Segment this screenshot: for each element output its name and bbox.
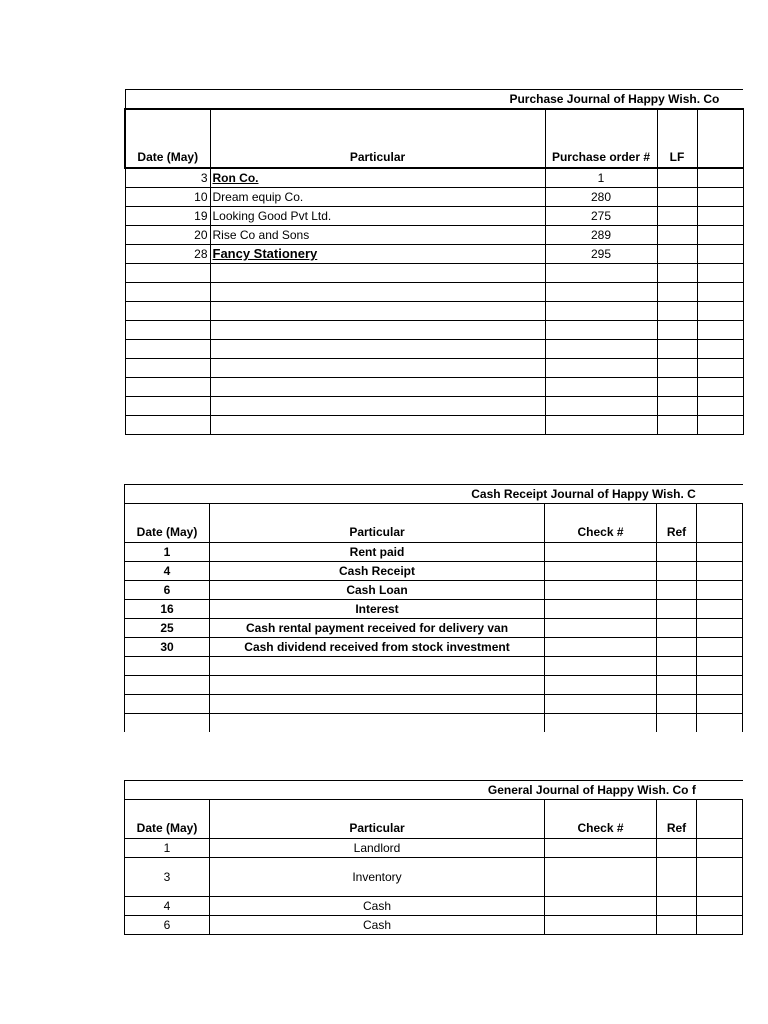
date-cell: 20 [125, 226, 210, 245]
blank-row [125, 397, 743, 416]
ref-cell [657, 858, 697, 897]
check-cell [545, 581, 657, 600]
header-date: Date (May) [125, 109, 210, 168]
table-row [125, 916, 743, 935]
purchase-order-cell: 289 [545, 226, 657, 245]
date-cell: 16 [125, 600, 210, 619]
table-row [125, 839, 743, 858]
header-particular: Particular [210, 504, 545, 543]
particular-cell [210, 207, 545, 226]
lf-cell [657, 188, 697, 207]
table-row [125, 858, 743, 897]
table-row [125, 619, 743, 638]
blank-row [125, 416, 743, 435]
general-journal-title: General Journal of Happy Wish. Co f [487, 783, 696, 797]
purchase-journal [124, 89, 720, 435]
general-journal-table [124, 780, 743, 935]
header-date: Date (May) [125, 504, 210, 543]
table-row [125, 581, 743, 600]
ref-cell [657, 562, 697, 581]
header-particular: Particular [210, 109, 545, 168]
table-row [125, 897, 743, 916]
ref-cell [657, 543, 697, 562]
table-row [125, 562, 743, 581]
particular-cell: Cash dividend received from stock investment [210, 638, 545, 657]
particular-cell: Cash Receipt [210, 562, 545, 581]
table-row [125, 600, 743, 619]
header-purchase-order: Purchase order # [545, 109, 657, 168]
blank-row [125, 657, 743, 676]
check-cell [545, 619, 657, 638]
header-particular: Particular [210, 800, 545, 839]
purchase-order-cell: 275 [545, 207, 657, 226]
date-cell: 30 [125, 638, 210, 657]
cash-receipt-journal-table [124, 484, 743, 732]
table-row [125, 245, 743, 264]
particular-cell [210, 188, 545, 207]
table-row [125, 543, 743, 562]
lf-cell [657, 207, 697, 226]
lf-cell [657, 168, 697, 188]
date-cell: 4 [125, 897, 210, 916]
header-check: Check # [545, 504, 657, 543]
particular-cell [210, 168, 545, 188]
particular-cell [210, 226, 545, 245]
ref-cell [657, 916, 697, 935]
table-row [125, 207, 743, 226]
blank-row [125, 714, 743, 733]
date-cell: 25 [125, 619, 210, 638]
purchase-journal-title: Purchase Journal of Happy Wish. Co [509, 92, 720, 106]
header-date: Date (May) [125, 800, 210, 839]
check-cell [545, 562, 657, 581]
check-cell [545, 543, 657, 562]
blank-row [125, 340, 743, 359]
ref-cell [657, 619, 697, 638]
check-cell [545, 839, 657, 858]
lf-cell [657, 245, 697, 264]
table-row [125, 638, 743, 657]
general-journal [124, 780, 698, 935]
ref-cell [657, 581, 697, 600]
check-cell [545, 897, 657, 916]
blank-row [125, 676, 743, 695]
purchase-order-cell: 280 [545, 188, 657, 207]
check-cell [545, 916, 657, 935]
blank-row [125, 321, 743, 340]
particular-cell: Cash [210, 916, 545, 935]
header-ref: Ref [657, 504, 697, 543]
table-row [125, 188, 743, 207]
blank-row [125, 695, 743, 714]
date-cell: 19 [125, 207, 210, 226]
check-cell [545, 600, 657, 619]
ref-cell [657, 897, 697, 916]
date-cell: 28 [125, 245, 210, 264]
check-cell [545, 858, 657, 897]
date-cell: 6 [125, 581, 210, 600]
ref-cell [657, 638, 697, 657]
particular-cell: Rent paid [210, 543, 545, 562]
cash-receipt-journal [124, 484, 698, 732]
purchase-order-cell: 295 [545, 245, 657, 264]
blank-row [125, 378, 743, 397]
cash-receipt-journal-title: Cash Receipt Journal of Happy Wish. C [471, 487, 696, 501]
date-cell: 10 [125, 188, 210, 207]
particular-text: Fancy Stationery [212, 246, 318, 261]
ref-cell [657, 839, 697, 858]
particular-cell: Cash Loan [210, 581, 545, 600]
table-row [125, 168, 743, 188]
lf-cell [657, 226, 697, 245]
purchase-journal-table [124, 89, 744, 435]
blank-row [125, 283, 743, 302]
blank-row [125, 302, 743, 321]
particular-text: Ron Co. [212, 171, 259, 185]
date-cell: 4 [125, 562, 210, 581]
particular-cell: Landlord [210, 839, 545, 858]
particular-cell: Cash rental payment received for delivery van [210, 619, 545, 638]
date-cell: 3 [125, 168, 210, 188]
header-lf: LF [657, 109, 697, 168]
particular-cell: Interest [210, 600, 545, 619]
table-row [125, 226, 743, 245]
particular-cell: Inventory [210, 858, 545, 897]
particular-text: Rise Co and Sons [212, 228, 310, 242]
date-cell: 1 [125, 839, 210, 858]
date-cell: 1 [125, 543, 210, 562]
date-cell: 6 [125, 916, 210, 935]
blank-row [125, 359, 743, 378]
header-ref: Ref [657, 800, 697, 839]
particular-cell [210, 245, 545, 264]
ref-cell [657, 600, 697, 619]
header-check: Check # [545, 800, 657, 839]
check-cell [545, 638, 657, 657]
particular-text: Looking Good Pvt Ltd. [212, 209, 332, 223]
blank-row [125, 264, 743, 283]
particular-text: Dream equip Co. [212, 190, 304, 204]
particular-cell: Cash [210, 897, 545, 916]
purchase-order-cell: 1 [545, 168, 657, 188]
date-cell: 3 [125, 858, 210, 897]
